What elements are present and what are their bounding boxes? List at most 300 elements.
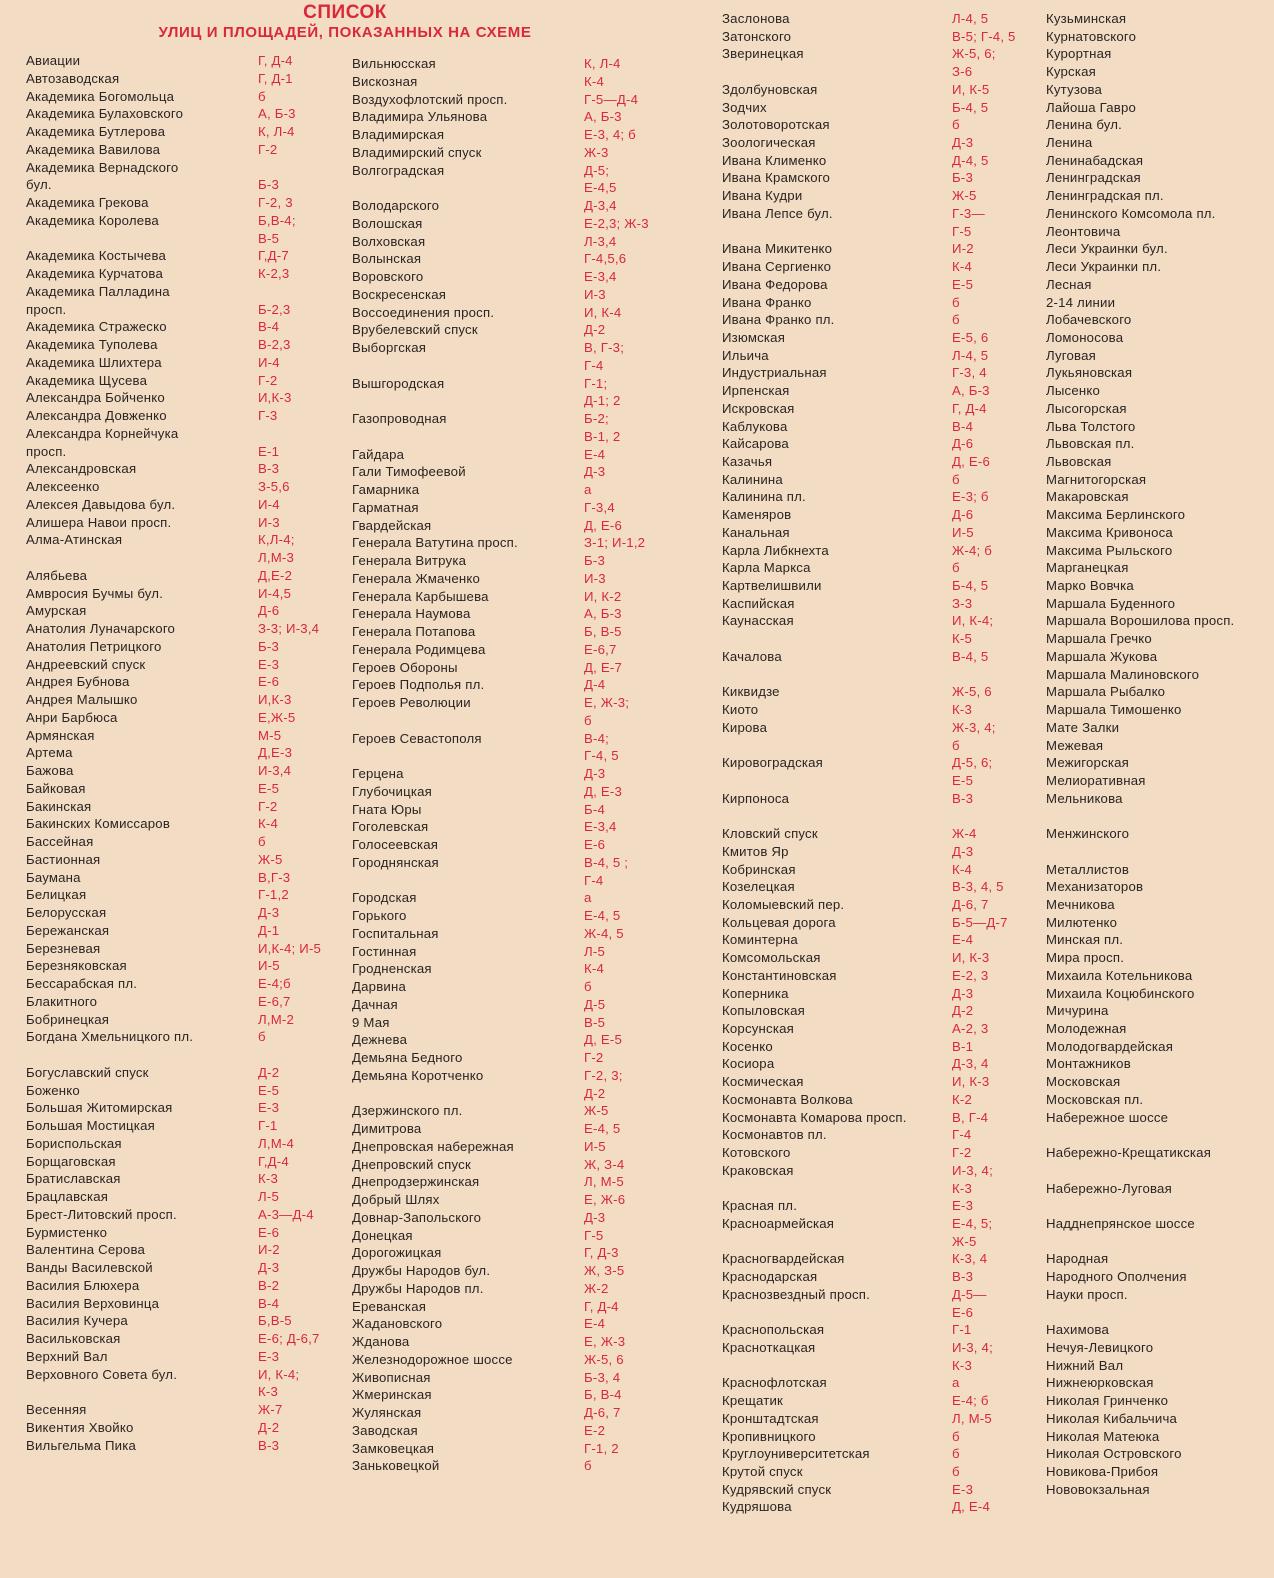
grid-reference: Д-2: [584, 1086, 606, 1101]
grid-reference: И-5: [584, 1139, 606, 1154]
street-name: Коперника: [722, 986, 789, 1001]
street-name: Академика Костычева: [26, 248, 167, 263]
street-name: Кировоградская: [722, 755, 824, 770]
street-name: Кирпоноса: [722, 791, 790, 806]
street-name: Городская: [352, 890, 417, 905]
street-name: Красная пл.: [722, 1198, 798, 1213]
street-name: Александра Довженко: [26, 408, 167, 423]
grid-reference: Б-5—Д-7: [952, 915, 1008, 930]
street-name: Алексея Давыдова бул.: [26, 497, 176, 512]
street-name: Воскресенская: [352, 287, 447, 302]
street-name: Волховская: [352, 234, 426, 249]
grid-reference: Д-3: [584, 766, 606, 781]
street-name: Анатолия Петрицкого: [26, 639, 162, 654]
street-name: Академика Булаховского: [26, 106, 184, 121]
grid-reference: Ж-5: [584, 1103, 609, 1118]
grid-reference: Е-3: [952, 1482, 974, 1497]
grid-reference: б: [258, 834, 266, 849]
street-name: Голосеевская: [352, 837, 439, 852]
street-name: Косиора: [722, 1056, 775, 1071]
street-name: Качалова: [722, 649, 782, 664]
grid-reference: Е-6: [258, 1225, 280, 1240]
grid-reference: И, К-2: [584, 589, 622, 604]
street-name: Вышгородская: [352, 376, 445, 391]
street-name: Котовского: [722, 1145, 791, 1160]
grid-reference: Г, Д-1: [258, 71, 293, 86]
grid-reference: И-3, 4;: [952, 1163, 993, 1178]
grid-reference: Б-4, 5: [952, 578, 989, 593]
street-name: Василия Верховинца: [26, 1296, 160, 1311]
street-name: Братиславская: [26, 1171, 121, 1186]
grid-reference: Г-4: [584, 873, 604, 888]
grid-reference: И,К-3: [258, 390, 292, 405]
grid-reference: В-4: [258, 1296, 280, 1311]
grid-reference: И-5: [258, 958, 280, 973]
street-name: Ивана Клименко: [722, 153, 827, 168]
street-name: Каблукова: [722, 419, 788, 434]
grid-reference: б: [258, 1029, 266, 1044]
street-name: Карла Либкнехта: [722, 543, 829, 558]
grid-reference: Е,Ж-5: [258, 710, 296, 725]
street-name: Бурмистенко: [26, 1225, 108, 1240]
street-name: Косенко: [722, 1039, 773, 1054]
grid-reference: З-5,6: [258, 479, 290, 494]
street-name: Армянская: [26, 728, 95, 743]
grid-reference: В-5: [258, 231, 280, 246]
grid-reference: б: [952, 1464, 960, 1479]
grid-reference: Е-6; Д-6,7: [258, 1331, 320, 1346]
street-name: Лысенко: [1046, 383, 1100, 398]
street-name: Курортная: [1046, 46, 1112, 61]
street-name: Богдана Хмельницкого пл.: [26, 1029, 194, 1044]
street-name: Волынская: [352, 251, 422, 266]
grid-reference: Г-2, 3;: [584, 1068, 623, 1083]
grid-reference: В-2,3: [258, 337, 291, 352]
street-name: Мечникова: [1046, 897, 1115, 912]
street-name: Бассейная: [26, 834, 94, 849]
street-name: Мелиоративная: [1046, 773, 1146, 788]
grid-reference: Д-3, 4: [952, 1056, 989, 1071]
grid-reference: Д-1: [258, 923, 280, 938]
grid-reference: Д, Е-3: [584, 784, 622, 799]
street-name: Космонавта Комарова просп.: [722, 1110, 907, 1125]
street-name: Канальная: [722, 525, 790, 540]
grid-reference: М-5: [258, 728, 282, 743]
street-name: Маршала Тимошенко: [1046, 702, 1182, 717]
street-name: Мичурина: [1046, 1003, 1109, 1018]
grid-reference: Г, Д-4: [258, 53, 293, 68]
street-name: Белорусская: [26, 905, 107, 920]
grid-reference: В-4: [952, 419, 974, 434]
street-name: Димитрова: [352, 1121, 422, 1136]
grid-reference: И, К-4: [584, 305, 622, 320]
grid-reference: К, Л-4: [584, 56, 621, 71]
grid-reference: З-3: [952, 596, 973, 611]
street-name: Ленинского Комсомола пл.: [1046, 206, 1216, 221]
grid-reference: К-4: [952, 862, 973, 877]
grid-reference: а: [584, 482, 592, 497]
street-name: Николая Островского: [1046, 1446, 1182, 1461]
grid-reference: Е-4; б: [952, 1393, 989, 1408]
grid-reference: Г-4, 5: [584, 748, 619, 763]
street-name: Академика Королева: [26, 213, 159, 228]
street-name: Калинина пл.: [722, 489, 806, 504]
street-name: Владимирский спуск: [352, 145, 482, 160]
grid-reference: Д-6: [952, 507, 974, 522]
street-name: Леси Украинки пл.: [1046, 259, 1162, 274]
grid-reference: Е-4, 5;: [952, 1216, 993, 1231]
grid-reference: К-4: [952, 259, 973, 274]
street-name: Александровская: [26, 461, 137, 476]
street-name: Здолбуновская: [722, 82, 818, 97]
street-name: Лысогорская: [1046, 401, 1127, 416]
grid-reference: Б-3: [584, 553, 605, 568]
street-name: Николая Гринченко: [1046, 1393, 1169, 1408]
grid-reference: К-3, 4: [952, 1251, 988, 1266]
street-name: Маршала Рыбалко: [1046, 684, 1166, 699]
street-name: Анри Барбюса: [26, 710, 118, 725]
grid-reference: б: [584, 979, 592, 994]
street-name: Набережное шоссе: [1046, 1110, 1169, 1125]
grid-reference: Г,Д-4: [258, 1154, 289, 1169]
street-name: Кутузова: [1046, 82, 1103, 97]
street-name: Краковская: [722, 1163, 794, 1178]
street-name: Бастионная: [26, 852, 101, 867]
street-name: Зоологическая: [722, 135, 816, 150]
grid-reference: И-4: [258, 497, 280, 512]
grid-reference: Е-2, 3: [952, 968, 989, 983]
grid-reference: З-1; И-1,2: [584, 535, 646, 550]
street-name: Науки просп.: [1046, 1287, 1128, 1302]
grid-reference: Г-1: [952, 1322, 972, 1337]
street-name: Брацлавская: [26, 1189, 109, 1204]
grid-reference: Б, В-5: [584, 624, 622, 639]
street-name: Генерала Карбышева: [352, 589, 489, 604]
grid-reference: В, Г-3;: [584, 340, 625, 355]
street-name: Амвросия Бучмы бул.: [26, 586, 164, 601]
street-name: Менжинского: [1046, 826, 1130, 841]
street-name: Гната Юры: [352, 802, 422, 817]
street-name: просп.: [26, 444, 67, 459]
grid-reference: Д, Е-6: [584, 518, 622, 533]
street-name: Мате Залки: [1046, 720, 1120, 735]
street-name: Выборгская: [352, 340, 427, 355]
subtitle: УЛИЦ И ПЛОЩАДЕЙ, ПОКАЗАННЫХ НА СХЕМЕ: [158, 24, 532, 41]
street-name: Жулянская: [352, 1405, 422, 1420]
grid-reference: Г-4,5,6: [584, 251, 627, 266]
grid-reference: Г-3,4: [584, 500, 615, 515]
street-name: Лайоша Гавро: [1046, 100, 1137, 115]
grid-reference: Е-6,7: [584, 642, 617, 657]
grid-reference: б: [952, 312, 960, 327]
grid-reference: Л-5: [258, 1189, 279, 1204]
grid-reference: Д-3: [952, 844, 974, 859]
grid-reference: а: [952, 1375, 960, 1390]
grid-reference: а: [584, 890, 592, 905]
street-name: Генерала Ватутина просп.: [352, 535, 518, 550]
grid-reference: И,К-3: [258, 692, 292, 707]
street-name: Маршала Гречко: [1046, 631, 1152, 646]
grid-reference: В-3: [258, 1438, 280, 1453]
street-name: Валентина Серова: [26, 1242, 146, 1257]
street-name: Академика Богомольца: [26, 89, 175, 104]
grid-reference: В-3: [952, 791, 974, 806]
street-name: Дзержинского пл.: [352, 1103, 463, 1118]
grid-reference: И-3: [258, 515, 280, 530]
street-name: Кирова: [722, 720, 768, 735]
street-name: Марганецкая: [1046, 560, 1129, 575]
street-name: Магнитогорская: [1046, 472, 1147, 487]
grid-reference: Д-1; 2: [584, 393, 621, 408]
street-name: Алма-Атинская: [26, 532, 123, 547]
street-name: Ленинабадская: [1046, 153, 1144, 168]
grid-reference: В-1: [952, 1039, 974, 1054]
street-name: Каспийская: [722, 596, 795, 611]
street-name: Автозаводская: [26, 71, 120, 86]
grid-reference: И-5: [952, 525, 974, 540]
grid-reference: Г, Д-4: [584, 1299, 619, 1314]
street-name: Курская: [1046, 64, 1096, 79]
grid-reference: И, К-5: [952, 82, 990, 97]
street-name: Ленинградская: [1046, 170, 1141, 185]
street-name: Алексеенко: [26, 479, 100, 494]
grid-reference: Г-1: [258, 1118, 278, 1133]
grid-reference: А-2, 3: [952, 1021, 989, 1036]
grid-reference: Д, Е-7: [584, 660, 622, 675]
street-name: Нижнеюрковская: [1046, 1375, 1154, 1390]
street-name: Ломоносова: [1046, 330, 1124, 345]
grid-reference: Г-5: [952, 224, 972, 239]
street-name: Бакинских Комиссаров: [26, 816, 171, 831]
grid-reference: А, Б-3: [584, 606, 622, 621]
street-name: Киото: [722, 702, 759, 717]
street-name: Краснопольская: [722, 1322, 825, 1337]
street-name: Жадановского: [352, 1316, 443, 1331]
street-name: Владимира Ульянова: [352, 109, 488, 124]
grid-reference: Е-4: [584, 447, 606, 462]
grid-reference: Е-3; б: [952, 489, 989, 504]
street-name: Карла Маркса: [722, 560, 811, 575]
street-name: Затонского: [722, 29, 792, 44]
grid-reference: Е, Ж-6: [584, 1192, 626, 1207]
street-name: Макаровская: [1046, 489, 1129, 504]
street-name: Минская пл.: [1046, 932, 1124, 947]
grid-reference: Д-3: [258, 1260, 280, 1275]
grid-reference: Ж-5: [952, 1234, 977, 1249]
grid-reference: Д-2: [258, 1420, 280, 1435]
grid-reference: В-4, 5 ;: [584, 855, 629, 870]
street-name: Демьяна Бедного: [352, 1050, 463, 1065]
grid-reference: Е-2: [584, 1423, 606, 1438]
street-name: Генерала Родимцева: [352, 642, 486, 657]
grid-reference: Е-6,7: [258, 994, 291, 1009]
grid-reference: Г-2: [258, 142, 278, 157]
street-name: Андрея Бубнова: [26, 674, 130, 689]
grid-reference: З-3; И-3,4: [258, 621, 320, 636]
street-name: Лобачевского: [1046, 312, 1132, 327]
street-name: Металлистов: [1046, 862, 1130, 877]
street-name: Механизаторов: [1046, 879, 1144, 894]
grid-reference: Е-4: [584, 1316, 606, 1331]
street-name: Комсомольская: [722, 950, 821, 965]
street-name: Мельникова: [1046, 791, 1123, 806]
grid-reference: Е-1: [258, 444, 280, 459]
grid-reference: Д-2: [258, 1065, 280, 1080]
street-name: Алишера Навои просп.: [26, 515, 172, 530]
grid-reference: Б-3: [952, 170, 973, 185]
grid-reference: Е-6: [258, 674, 280, 689]
grid-reference: Г-2, 3: [258, 195, 293, 210]
street-name: Кольцевая дорога: [722, 915, 836, 930]
grid-reference: Д-3,4: [584, 198, 617, 213]
street-name: Каменяров: [722, 507, 792, 522]
street-name: Володарского: [352, 198, 440, 213]
grid-reference: Л,М-3: [258, 550, 295, 565]
grid-reference: Е-3, 4; б: [584, 127, 636, 142]
grid-reference: Л,М-2: [258, 1012, 295, 1027]
street-name: Копыловская: [722, 1003, 805, 1018]
street-name: Зодчих: [722, 100, 767, 115]
street-name: Нижний Вал: [1046, 1358, 1124, 1373]
street-name: Героев Революции: [352, 695, 471, 710]
grid-reference: Д-4, 5: [952, 153, 989, 168]
grid-reference: Е-5: [952, 277, 974, 292]
grid-reference: Е-3: [258, 1100, 280, 1115]
street-name: Днепродзержинская: [352, 1174, 480, 1189]
street-name: Московская пл.: [1046, 1092, 1144, 1107]
street-name: Гамарника: [352, 482, 420, 497]
street-name: Изюмская: [722, 330, 786, 345]
street-name: Белицкая: [26, 887, 87, 902]
grid-reference: Д-4: [584, 677, 606, 692]
street-name: Ивана Франко пл.: [722, 312, 835, 327]
grid-reference: Е-3: [258, 1349, 280, 1364]
street-name: Воссоединения просп.: [352, 305, 495, 320]
grid-reference: Г-1, 2: [584, 1441, 619, 1456]
street-name: Ленина: [1046, 135, 1093, 150]
street-name: Академика Вернадского: [26, 160, 179, 175]
street-name: Дорогожицкая: [352, 1245, 442, 1260]
grid-reference: Е-2,3; Ж-3: [584, 216, 649, 231]
grid-reference: В, Г-4: [952, 1110, 989, 1125]
street-name: Вильнюсская: [352, 56, 436, 71]
street-name: Глубочицкая: [352, 784, 432, 799]
street-name: Боженко: [26, 1083, 80, 1098]
street-name: Алябьева: [26, 568, 88, 583]
grid-reference: Г-4: [952, 1127, 972, 1142]
grid-reference: Д-2: [952, 1003, 974, 1018]
grid-reference: Б-3: [258, 639, 279, 654]
grid-reference: В-3: [952, 1269, 974, 1284]
street-name: Генерала Витрука: [352, 553, 467, 568]
grid-reference: Б-2,3: [258, 302, 291, 317]
street-name: Гостинная: [352, 944, 417, 959]
street-name: Горького: [352, 908, 407, 923]
street-name: Бориспольская: [26, 1136, 122, 1151]
street-name: Кудрявский спуск: [722, 1482, 832, 1497]
grid-reference: Г-3—: [952, 206, 985, 221]
street-name: Академика Курчатова: [26, 266, 164, 281]
street-name: Авиации: [26, 53, 81, 68]
grid-reference: И-3,4: [258, 763, 292, 778]
street-name: Гали Тимофеевой: [352, 464, 466, 479]
street-name: Лесная: [1046, 277, 1092, 292]
street-name: Академика Грекова: [26, 195, 149, 210]
grid-reference: Ж-3: [584, 145, 609, 160]
street-name: Марко Вовчка: [1046, 578, 1134, 593]
street-name: Березневая: [26, 941, 101, 956]
grid-reference: Д-3: [952, 135, 974, 150]
grid-reference: Е-4, 5: [584, 908, 621, 923]
grid-reference: Д-3: [952, 986, 974, 1001]
street-name: Герцена: [352, 766, 404, 781]
street-name: Бережанская: [26, 923, 110, 938]
street-name: Ивана Федорова: [722, 277, 828, 292]
grid-reference: Ж-7: [258, 1402, 283, 1417]
street-name: Дарвина: [352, 979, 406, 994]
street-name: Народного Ополчения: [1046, 1269, 1187, 1284]
street-name: Дружбы Народов пл.: [352, 1281, 484, 1296]
street-name: Набережно-Луговая: [1046, 1181, 1172, 1196]
grid-reference: И-2: [952, 241, 974, 256]
street-name: Корсунская: [722, 1021, 794, 1036]
street-name: Леси Украинки бул.: [1046, 241, 1168, 256]
street-name: Бажова: [26, 763, 74, 778]
grid-reference: Г, Д-3: [584, 1245, 619, 1260]
grid-reference: Ж-2: [584, 1281, 609, 1296]
street-name: Краснофлотская: [722, 1375, 827, 1390]
grid-reference: К-4: [584, 74, 605, 89]
grid-reference: Б-2;: [584, 411, 609, 426]
grid-reference: б: [952, 117, 960, 132]
grid-reference: Ж-4, 5: [584, 926, 624, 941]
street-name: Казачья: [722, 454, 773, 469]
grid-reference: Е-4;б: [258, 976, 291, 991]
grid-reference: Д, Е-6: [952, 454, 990, 469]
grid-reference: К-3: [258, 1384, 279, 1399]
street-name: Гоголевская: [352, 819, 429, 834]
grid-reference: В-3: [258, 461, 280, 476]
street-name: Мира просп.: [1046, 950, 1125, 965]
street-name: Брест-Литовский просп.: [26, 1207, 177, 1222]
grid-reference: Е-3,4: [584, 819, 617, 834]
grid-reference: Е-3: [952, 1198, 974, 1213]
grid-reference: И, К-4;: [258, 1367, 300, 1382]
street-name: Добрый Шлях: [352, 1192, 440, 1207]
grid-reference: Ж-5, 6: [952, 684, 992, 699]
grid-reference: Е-6: [584, 837, 606, 852]
title-list: СПИСОК: [303, 2, 387, 23]
grid-reference: Ж-5, 6: [584, 1352, 624, 1367]
grid-reference: Л-3,4: [584, 234, 617, 249]
street-name: Живописная: [352, 1370, 431, 1385]
street-name: Бобринецкая: [26, 1012, 110, 1027]
grid-reference: И-4: [258, 355, 280, 370]
grid-reference: б: [952, 295, 960, 310]
grid-reference: Г-2: [584, 1050, 604, 1065]
street-name: Заводская: [352, 1423, 418, 1438]
grid-reference: Д-5—: [952, 1287, 987, 1302]
street-name: Николая Кибальчича: [1046, 1411, 1178, 1426]
street-name: Николая Матеюка: [1046, 1429, 1160, 1444]
grid-reference: А, Б-3: [952, 383, 990, 398]
grid-reference: Д-6, 7: [584, 1405, 621, 1420]
street-name: Львовская: [1046, 454, 1112, 469]
street-name: Киквидзе: [722, 684, 780, 699]
grid-reference: Г-2: [258, 799, 278, 814]
street-name: Героев Подполья пл.: [352, 677, 485, 692]
street-name: Гродненская: [352, 961, 432, 976]
